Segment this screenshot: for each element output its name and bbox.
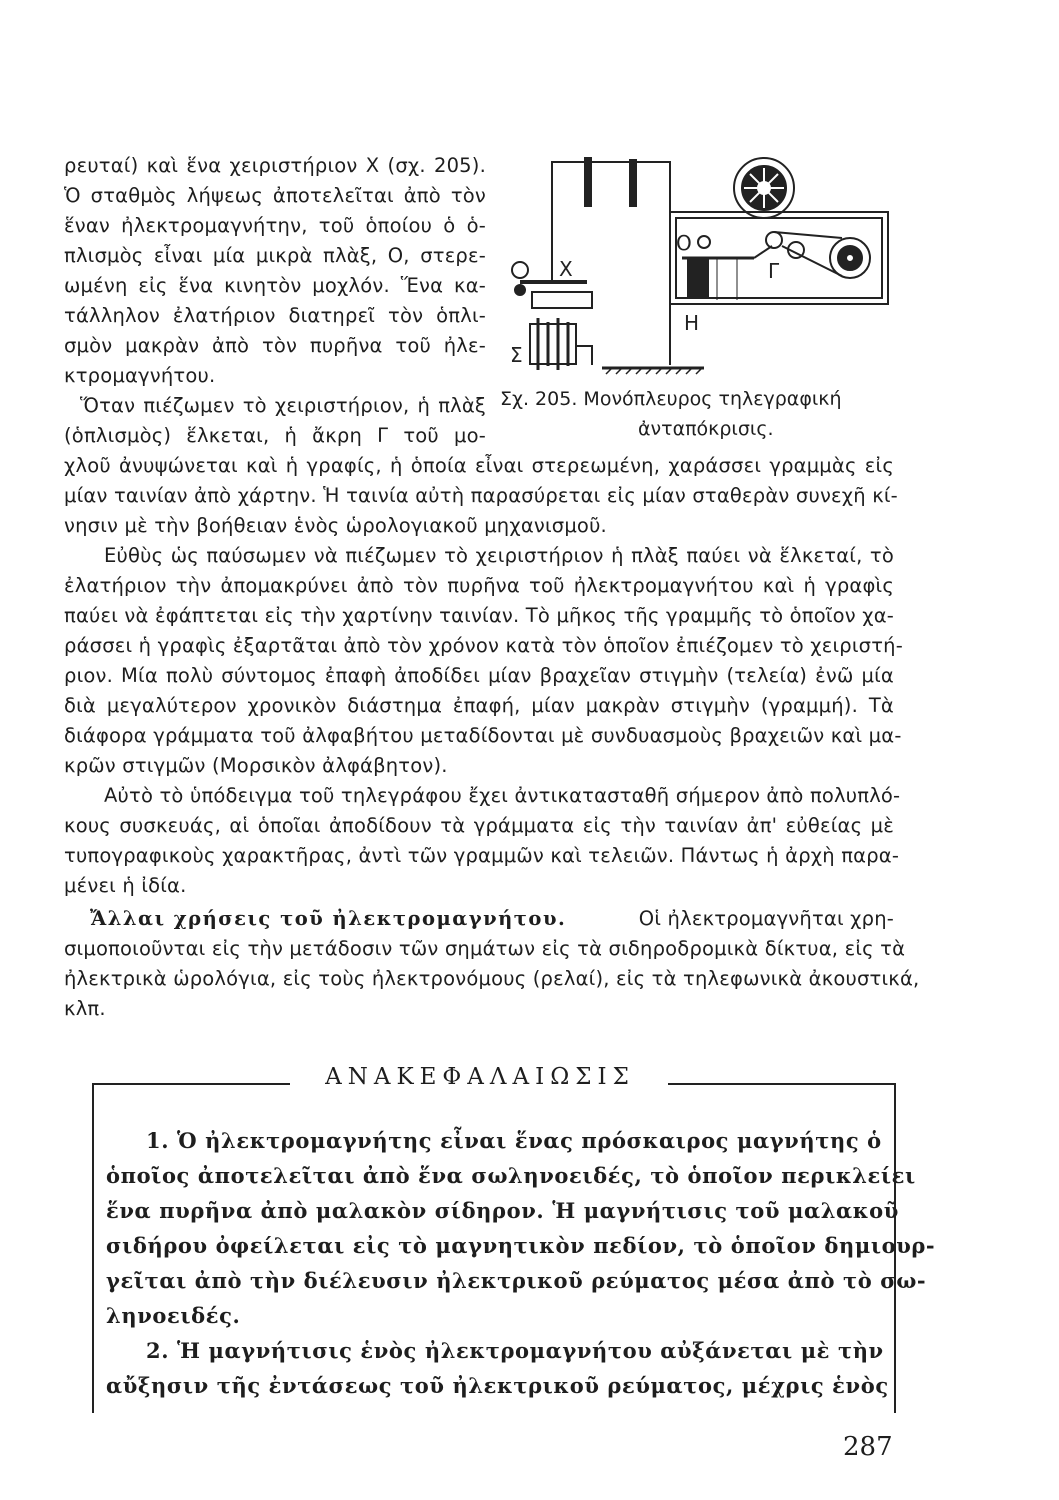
body-line: νησιν μὲ τὴν βοήθειαν ἑνὸς ὡρολογιακοῦ μηχανισμοῦ. (64, 514, 607, 537)
body-line: σιμοποιοῦνται εἰς τὴν μετάδοσιν τῶν σημάτων εἰς τὰ σιδηροδρομικὰ δίκτυα, εἰς τὰ (64, 937, 906, 960)
telegraph-diagram (492, 150, 897, 385)
body-line: χλοῦ ἀνυψώνεται καὶ ἡ γραφίς, ἡ ὁποία εἶναι στερεωμένη, χαράσσει γραμμὰς εἰς (64, 454, 894, 477)
pole (585, 158, 591, 206)
paper-tape (774, 232, 842, 276)
pole (630, 160, 636, 206)
body-line: σμὸν μακρὰν ἀπὸ τὸν πυρῆνα τοῦ ἠλε- (64, 334, 486, 357)
roller (766, 232, 782, 248)
body-line: τάλληλον ἐλατήριον διατηρεῖ τὸν ὁπλι- (64, 304, 486, 327)
body-line-rest: Οἱ ἠλεκτρομαγνῆται χρη- (638, 907, 894, 930)
figure-caption-text: Μονόπλευρος τηλεγραφική (583, 388, 842, 410)
body-line: ρευταί) καὶ ἕνα χειριστήριον Χ (σχ. 205). (64, 154, 486, 177)
summary-line: αὔξησιν τῆς ἐντάσεως τοῦ ἠλεκτρικοῦ ρεύματος, μέχρις ἑνὸς (106, 1373, 889, 1398)
body-line: Αὐτὸ τὸ ὑπόδειγμα τοῦ τηλεγράφου ἔχει ἀντικατασταθῆ σήμερον ἀπὸ πολυπλό- (104, 784, 901, 807)
battery-cells (538, 318, 568, 370)
summary-line: σιδήρου ὀφείλεται εἰς τὸ μαγνητικὸν πεδίον, τὸ ὁποῖον δημιουρ- (106, 1233, 936, 1258)
label-lever: Γ (768, 259, 780, 283)
body-line: ράσσει ἡ γραφὶς ἐξαρτᾶται ἀπὸ τὸν χρόνον κατὰ τὸν ὁποῖον ἐπιέζομεν τὸ χειριστή- (64, 634, 903, 657)
body-line: κλπ. (64, 997, 106, 1020)
wire-line (587, 162, 632, 180)
plate-spring (698, 236, 710, 248)
body-line: μένει ἡ ἰδία. (64, 874, 187, 897)
other-uses-first-line (90, 906, 894, 932)
body-line: ἠλεκτρικὰ ὡρολόγια, εἰς τοὺς ἠλεκτρονόμους (ρελαί), εἰς τὰ τηλεφωνικὰ ἀκουστικά, (64, 967, 920, 990)
label-battery: Σ (510, 343, 523, 367)
summary-line: 2. Ἡ μαγνήτισις ἑνὸς ἠλεκτρομαγνήτου αὐξάνεται μὲ τὴν (146, 1338, 884, 1363)
electromagnet-core (688, 258, 708, 298)
body-line: κους συσκευάς, αἱ ὁποῖαι ἀποδίδουν τὰ γράμματα εἰς τὴν ταινίαν ἀπ' εὐθείας μὲ (64, 814, 894, 837)
body-line: Ὁ σταθμὸς λήψεως ἀποτελεῖται ἀπὸ τὸν (64, 184, 486, 207)
wire-line (576, 346, 592, 365)
reel-spokes (744, 168, 784, 208)
body-line: τυπογραφικοὺς χαρακτῆρας, ἀντὶ τῶν γραμμῶν καὶ τελειῶν. Πάντως ἡ ἀρχὴ παρα- (64, 844, 900, 867)
body-line: ἐλατήριον τὴν ἀπομακρύνει ἀπὸ τὸν πυρῆνα τοῦ ἠλεκτρομαγνήτου καὶ ἡ γραφὶς (64, 574, 894, 597)
figure-caption-line2: ἀνταπόκρισις. (638, 418, 774, 440)
body-line: ἕναν ἠλεκτρομαγνήτην, τοῦ ὁποίου ὁ ὁ- (64, 214, 486, 237)
summary-line: 1. Ὁ ἠλεκτρομαγνήτης εἶναι ἕνας πρόσκαιρος μαγνήτης ὁ (146, 1128, 882, 1153)
body-line: κτρομαγνήτου. (64, 364, 216, 387)
body-line: διὰ μεγαλύτερον χρονικὸν διάστημα ἐπαφή, μίαν μακρὰν στιγμὴν (γραμμή). Τὰ (64, 694, 894, 717)
key-knob-bottom (515, 285, 525, 295)
lever-support (717, 258, 737, 300)
summary-line: ἕνα πυρῆνα ἀπὸ μαλακὸν σίδηρον. Ἡ μαγνήτισις τοῦ μαλακοῦ (106, 1198, 899, 1223)
body-line: διάφορα γράμματα τοῦ ἀλφαβήτου μεταδίδονται μὲ συνδυασμοὺς βραχειῶν καὶ μα- (64, 724, 902, 747)
section-heading: Ἄλλαι χρήσεις τοῦ ἠλεκτρομαγνήτου. (90, 907, 567, 930)
figure-caption (500, 388, 842, 410)
body-line: ωμένη εἰς ἕνα κινητὸν μοχλόν. Ἕνα κα- (64, 274, 486, 297)
key-knob (512, 262, 528, 278)
body-line: πλισμὸς εἶναι μία μικρὰ πλὰξ, Ο, στερε- (64, 244, 486, 267)
summary-line: ὁποῖος ἀποτελεῖται ἀπὸ ἕνα σωληνοειδές, τὸ ὁποῖον περικλείει (106, 1163, 916, 1188)
body-line: μίαν ταινίαν ἀπὸ χάρτην. Ἡ ταινία αὐτὴ παρασύρεται εἰς μίαν σταθερὰν συνεχῆ κί- (64, 484, 898, 507)
label-plate: Ο (676, 231, 692, 255)
body-line: Εὐθὺς ὡς παύσωμεν νὰ πιέζωμεν τὸ χειριστήριον ἡ πλὰξ παύει νὰ ἕλκεταί, τὸ (104, 544, 894, 567)
wire-line (632, 162, 670, 365)
body-line: παύει νὰ ἐφάπτεται εἰς τὴν χαρτίνην ταινίαν. Τὸ μῆκος τῆς γραμμῆς τὸ ὁποῖον χα- (64, 604, 895, 627)
body-line: κρῶν στιγμῶν (Μορσικὸν ἀλφάβητον). (64, 754, 448, 777)
tape-reel-hub (846, 254, 854, 262)
label-key: Χ (559, 257, 573, 281)
summary-title: ΑΝΑΚΕΦΑΛΑΙΩΣΙΣ (325, 1064, 635, 1090)
key-base (532, 292, 592, 308)
label-electromagnet: Η (684, 311, 700, 335)
body-line: Ὅταν πιέζωμεν τὸ χειριστήριον, ἡ πλὰξ (80, 394, 486, 417)
figure-number: Σχ. 205. (500, 388, 578, 410)
page-number: 287 (843, 1432, 893, 1462)
summary-line: γεῖται ἀπὸ τὴν διέλευσιν ἠλεκτρικοῦ ρεύματος μέσα ἀπὸ τὸ σω- (106, 1268, 927, 1293)
body-line: (ὁπλισμὸς) ἕλκεται, ἡ ἄκρη Γ τοῦ μο- (64, 424, 486, 447)
body-line: ριον. Μία πολὺ σύντομος ἐπαφὴ ἀποδίδει μίαν βραχεῖαν στιγμὴν (τελεία) ἐνῶ μία (64, 664, 894, 687)
lever-tip (754, 246, 772, 258)
summary-line: ληνοειδές. (106, 1303, 241, 1328)
